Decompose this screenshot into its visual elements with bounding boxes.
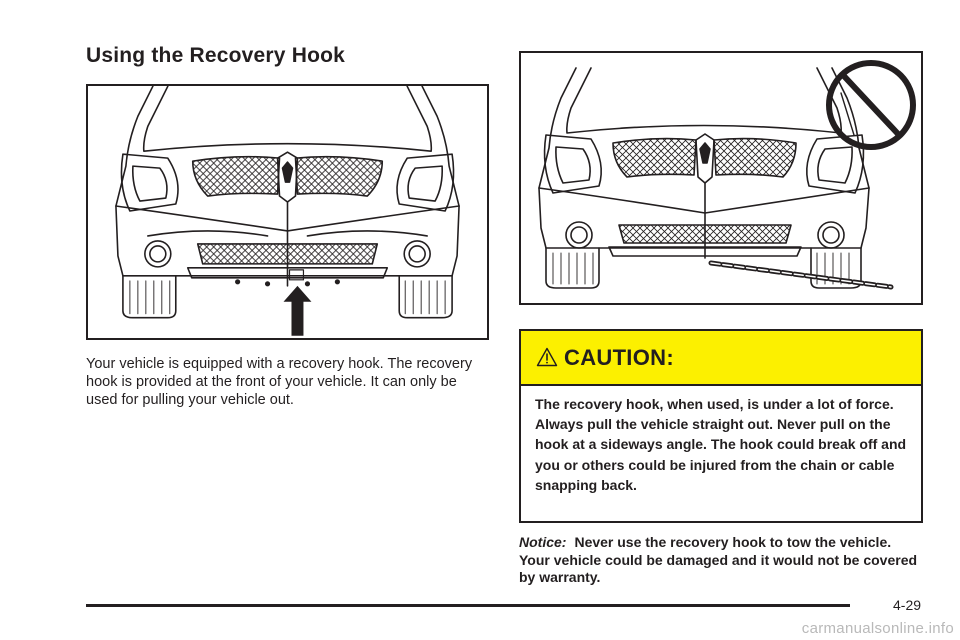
notice-text: Never use the recovery hook to tow the vehicle. Your vehicle could be damaged and it would not be covered by warranty. [519,534,918,585]
caution-text: The recovery hook, when used, is under a lot of force. Always pull the vehicle straight out. Never pull on the hook at a sideways angle. The hook could break off and you or others could be injured from the chain or cable snapping back. [535,396,907,493]
footer-rule [86,604,850,607]
intro-paragraph: Your vehicle is equipped with a recovery hook. The recovery hook is provided at the front of your vehicle. It can only be used for pulling your vehicle out. [86,356,473,408]
page-number: 4-29 [893,597,922,613]
caution-heading: CAUTION: [564,344,674,370]
section-title: Using the Recovery Hook [86,44,345,67]
caution-header [521,331,921,386]
prohibited-sideways-pull-illustration [519,51,923,305]
up-arrow-icon [284,286,312,336]
notice-paragraph [519,534,923,587]
watermark: carmanualsonline.info [801,620,954,637]
no-symbol-icon [829,63,913,147]
warning-triangle-icon [536,347,558,367]
notice-label: Notice: [519,534,567,550]
caution-box [519,329,923,523]
recovery-hook-location-illustration [86,84,489,340]
